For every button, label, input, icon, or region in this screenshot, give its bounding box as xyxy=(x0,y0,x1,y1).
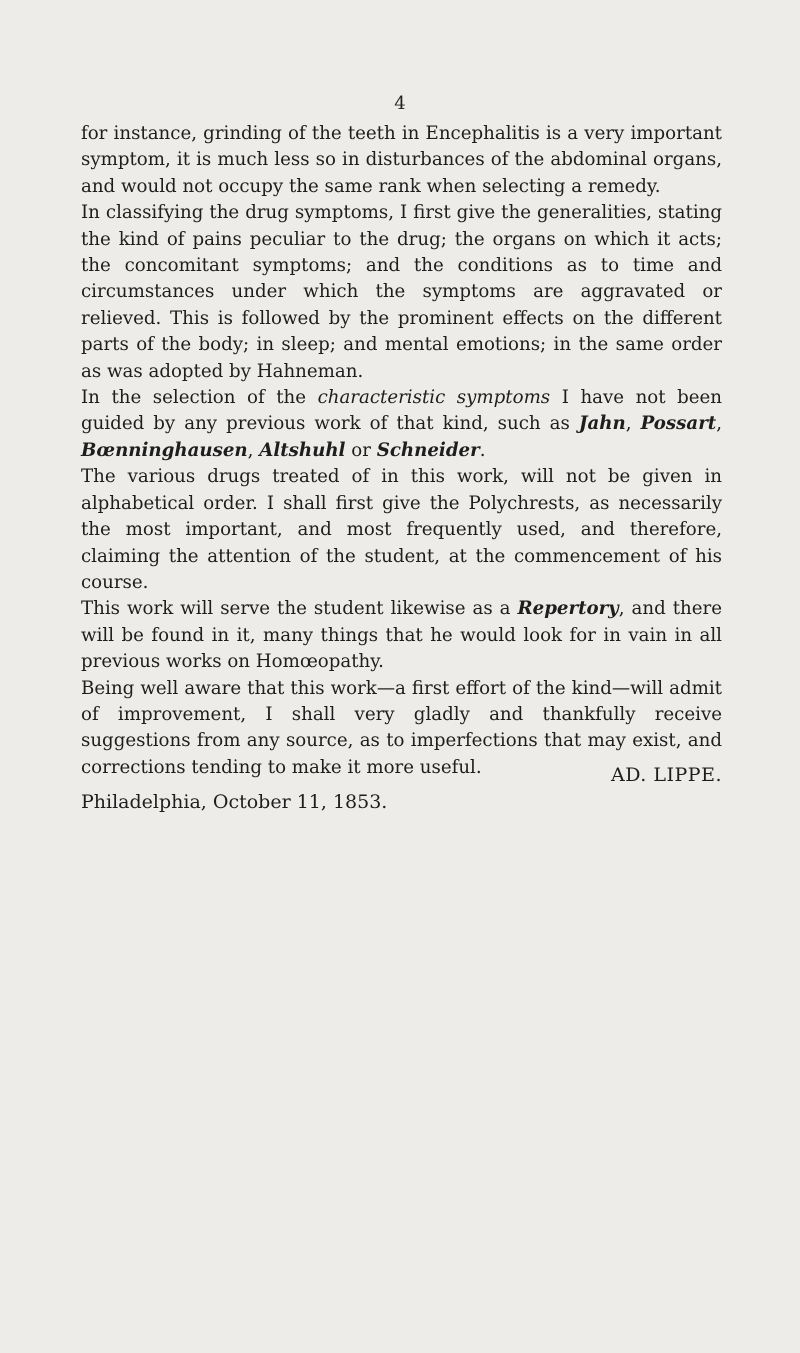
paragraph-3-text: I have not been guided by any previous work of that kind, such as xyxy=(81,387,722,435)
separator: , xyxy=(247,439,260,461)
paragraph-3-end: . xyxy=(479,439,486,461)
paragraph-5-text: This work will serve the student likewise as a xyxy=(81,598,518,620)
paragraph-3 xyxy=(81,385,722,464)
dateline: Philadelphia, October 11, 1853. xyxy=(81,791,388,813)
author-name-altshuhl: Altshuhl xyxy=(259,439,346,461)
separator: , xyxy=(716,413,722,435)
author-name-possart: Possart xyxy=(640,413,717,435)
paragraph-5 xyxy=(81,596,722,675)
paragraph-6: Being well aware that this work—a first effort of the kind—will admit of improvement, I shall very gladly and thankfully receive suggestions from any source, as to imperfections that may exist, and corrections tending to make it more useful. xyxy=(81,677,722,778)
repertory-term: Repertory xyxy=(517,598,619,620)
separator: , xyxy=(625,413,641,435)
paragraph-3-text: In the selection of the xyxy=(81,387,318,409)
paragraph-1: for instance, grinding of the teeth in Encephalitis is a very important symptom, it is much less so in disturbances of the abdominal organs, and would not occupy the same rank when selecting a remedy. xyxy=(81,123,722,197)
body-text xyxy=(81,121,722,781)
paragraph-4: The various drugs treated of in this work, will not be given in alphabetical order. I shall first give the Polychrests, as necessarily the most important, and most frequently used, and therefore, claiming the attention of the student, at the commencement of his course. xyxy=(81,466,722,593)
characteristic-symptoms-term: characteristic symptoms xyxy=(317,387,551,409)
separator: or xyxy=(345,439,377,461)
author-name-schneider: Schneider xyxy=(376,439,480,461)
author-name-jahn: Jahn xyxy=(578,413,626,435)
author-signature: AD. LIPPE. xyxy=(611,764,722,786)
paragraph-5-text: , and there will be found in it, many things that he would look for in vain in all previous works on Homœopathy. xyxy=(81,598,722,673)
paragraph-2: In classifying the drug symptoms, I first give the generalities, stating the kind of pains peculiar to the drug; the organs on which it acts; the concomitant symptoms; and the conditions as to time and circumstances under which the symptoms are aggravated or relieved. This is followed by the prominent effects on the different parts of the body; in sleep; and mental emotions; in the same order as was adopted by Hahneman. xyxy=(81,202,722,382)
author-name-boenninghausen: Bœnninghausen xyxy=(81,439,248,461)
page-number: 4 xyxy=(394,93,406,114)
